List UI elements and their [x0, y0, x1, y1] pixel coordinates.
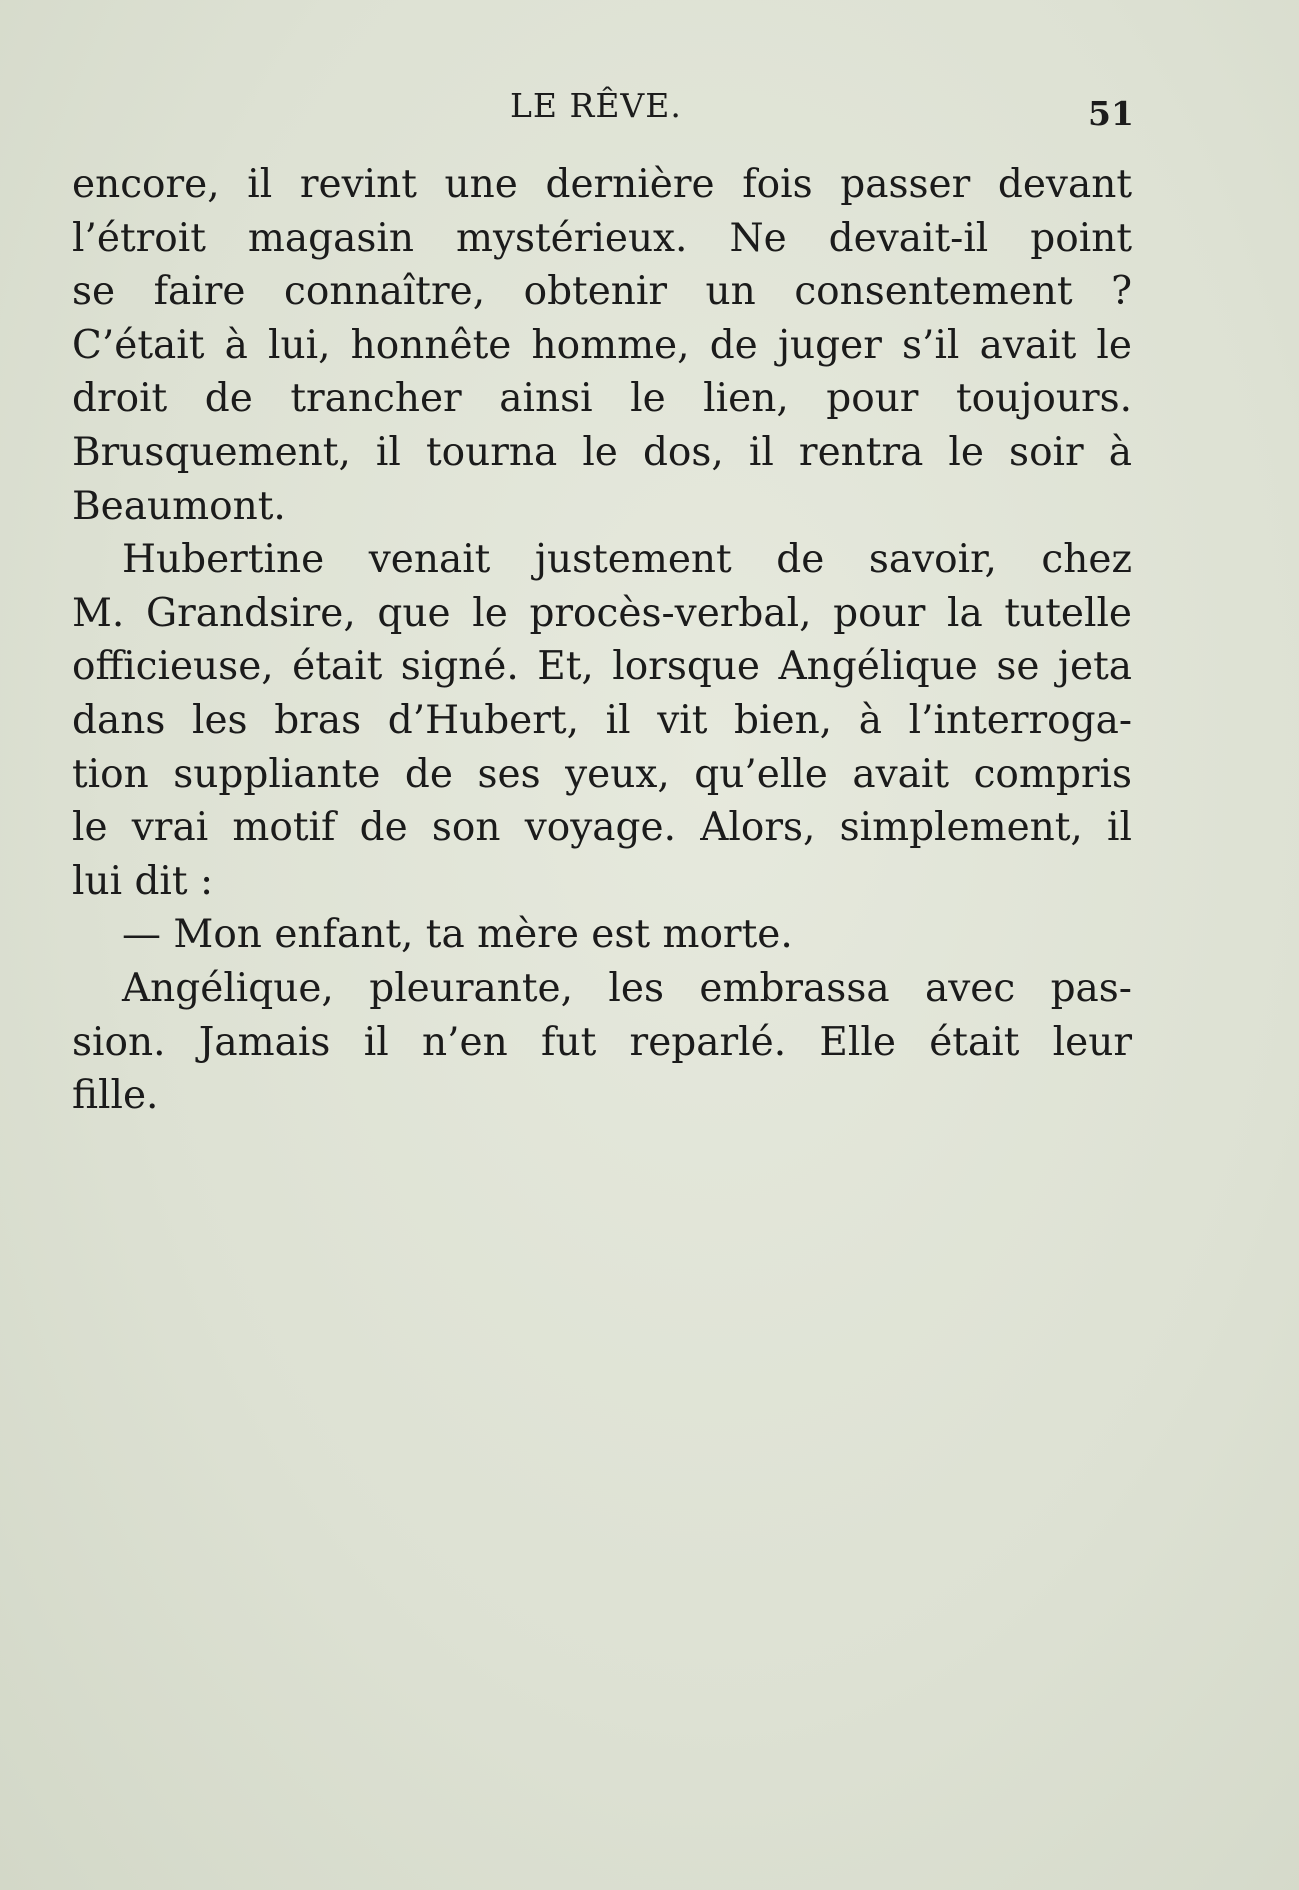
text-line: Hubertine venait justement de savoir, chez — [122, 537, 1132, 583]
text-line: sion. Jamais il n’en fut reparlé. Elle était leur — [72, 1019, 1132, 1065]
text-line: — Mon enfant, ta mère est morte. — [122, 912, 793, 958]
page-number: 51 — [1088, 94, 1134, 133]
text-line: droit de trancher ainsi le lien, pour toujours. — [72, 376, 1132, 422]
text-line: se faire connaître, obtenir un consentement ? — [72, 269, 1132, 315]
text-line: encore, il revint une dernière fois passer devant — [72, 162, 1132, 207]
text-line: Brusquement, il tourna le dos, il rentra le soir à — [72, 429, 1132, 475]
text-line: tion suppliante de ses yeux, qu’elle avait compris — [72, 751, 1132, 797]
text-line: Beaumont. — [72, 483, 286, 529]
body-text — [72, 158, 1132, 1123]
text-line: M. Grandsire, que le procès-verbal, pour la tutelle — [72, 590, 1132, 636]
text-line: Angélique, pleurante, les embrassa avec pas- — [122, 965, 1132, 1011]
text-line: lui dit : — [72, 858, 214, 904]
text-line: fille. — [72, 1073, 159, 1119]
text-line: C’était à lui, honnête homme, de juger s’il avait le — [72, 322, 1132, 368]
running-title: LE RÊVE. — [510, 86, 682, 125]
text-line: dans les bras d’Hubert, il vit bien, à l’interroga- — [72, 697, 1132, 743]
running-head — [0, 86, 1299, 136]
text-line: officieuse, était signé. Et, lorsque Angélique se jeta — [72, 644, 1132, 690]
text-line: l’étroit magasin mystérieux. Ne devait-il point — [72, 215, 1132, 261]
text-line: le vrai motif de son voyage. Alors, simplement, il — [72, 805, 1132, 851]
